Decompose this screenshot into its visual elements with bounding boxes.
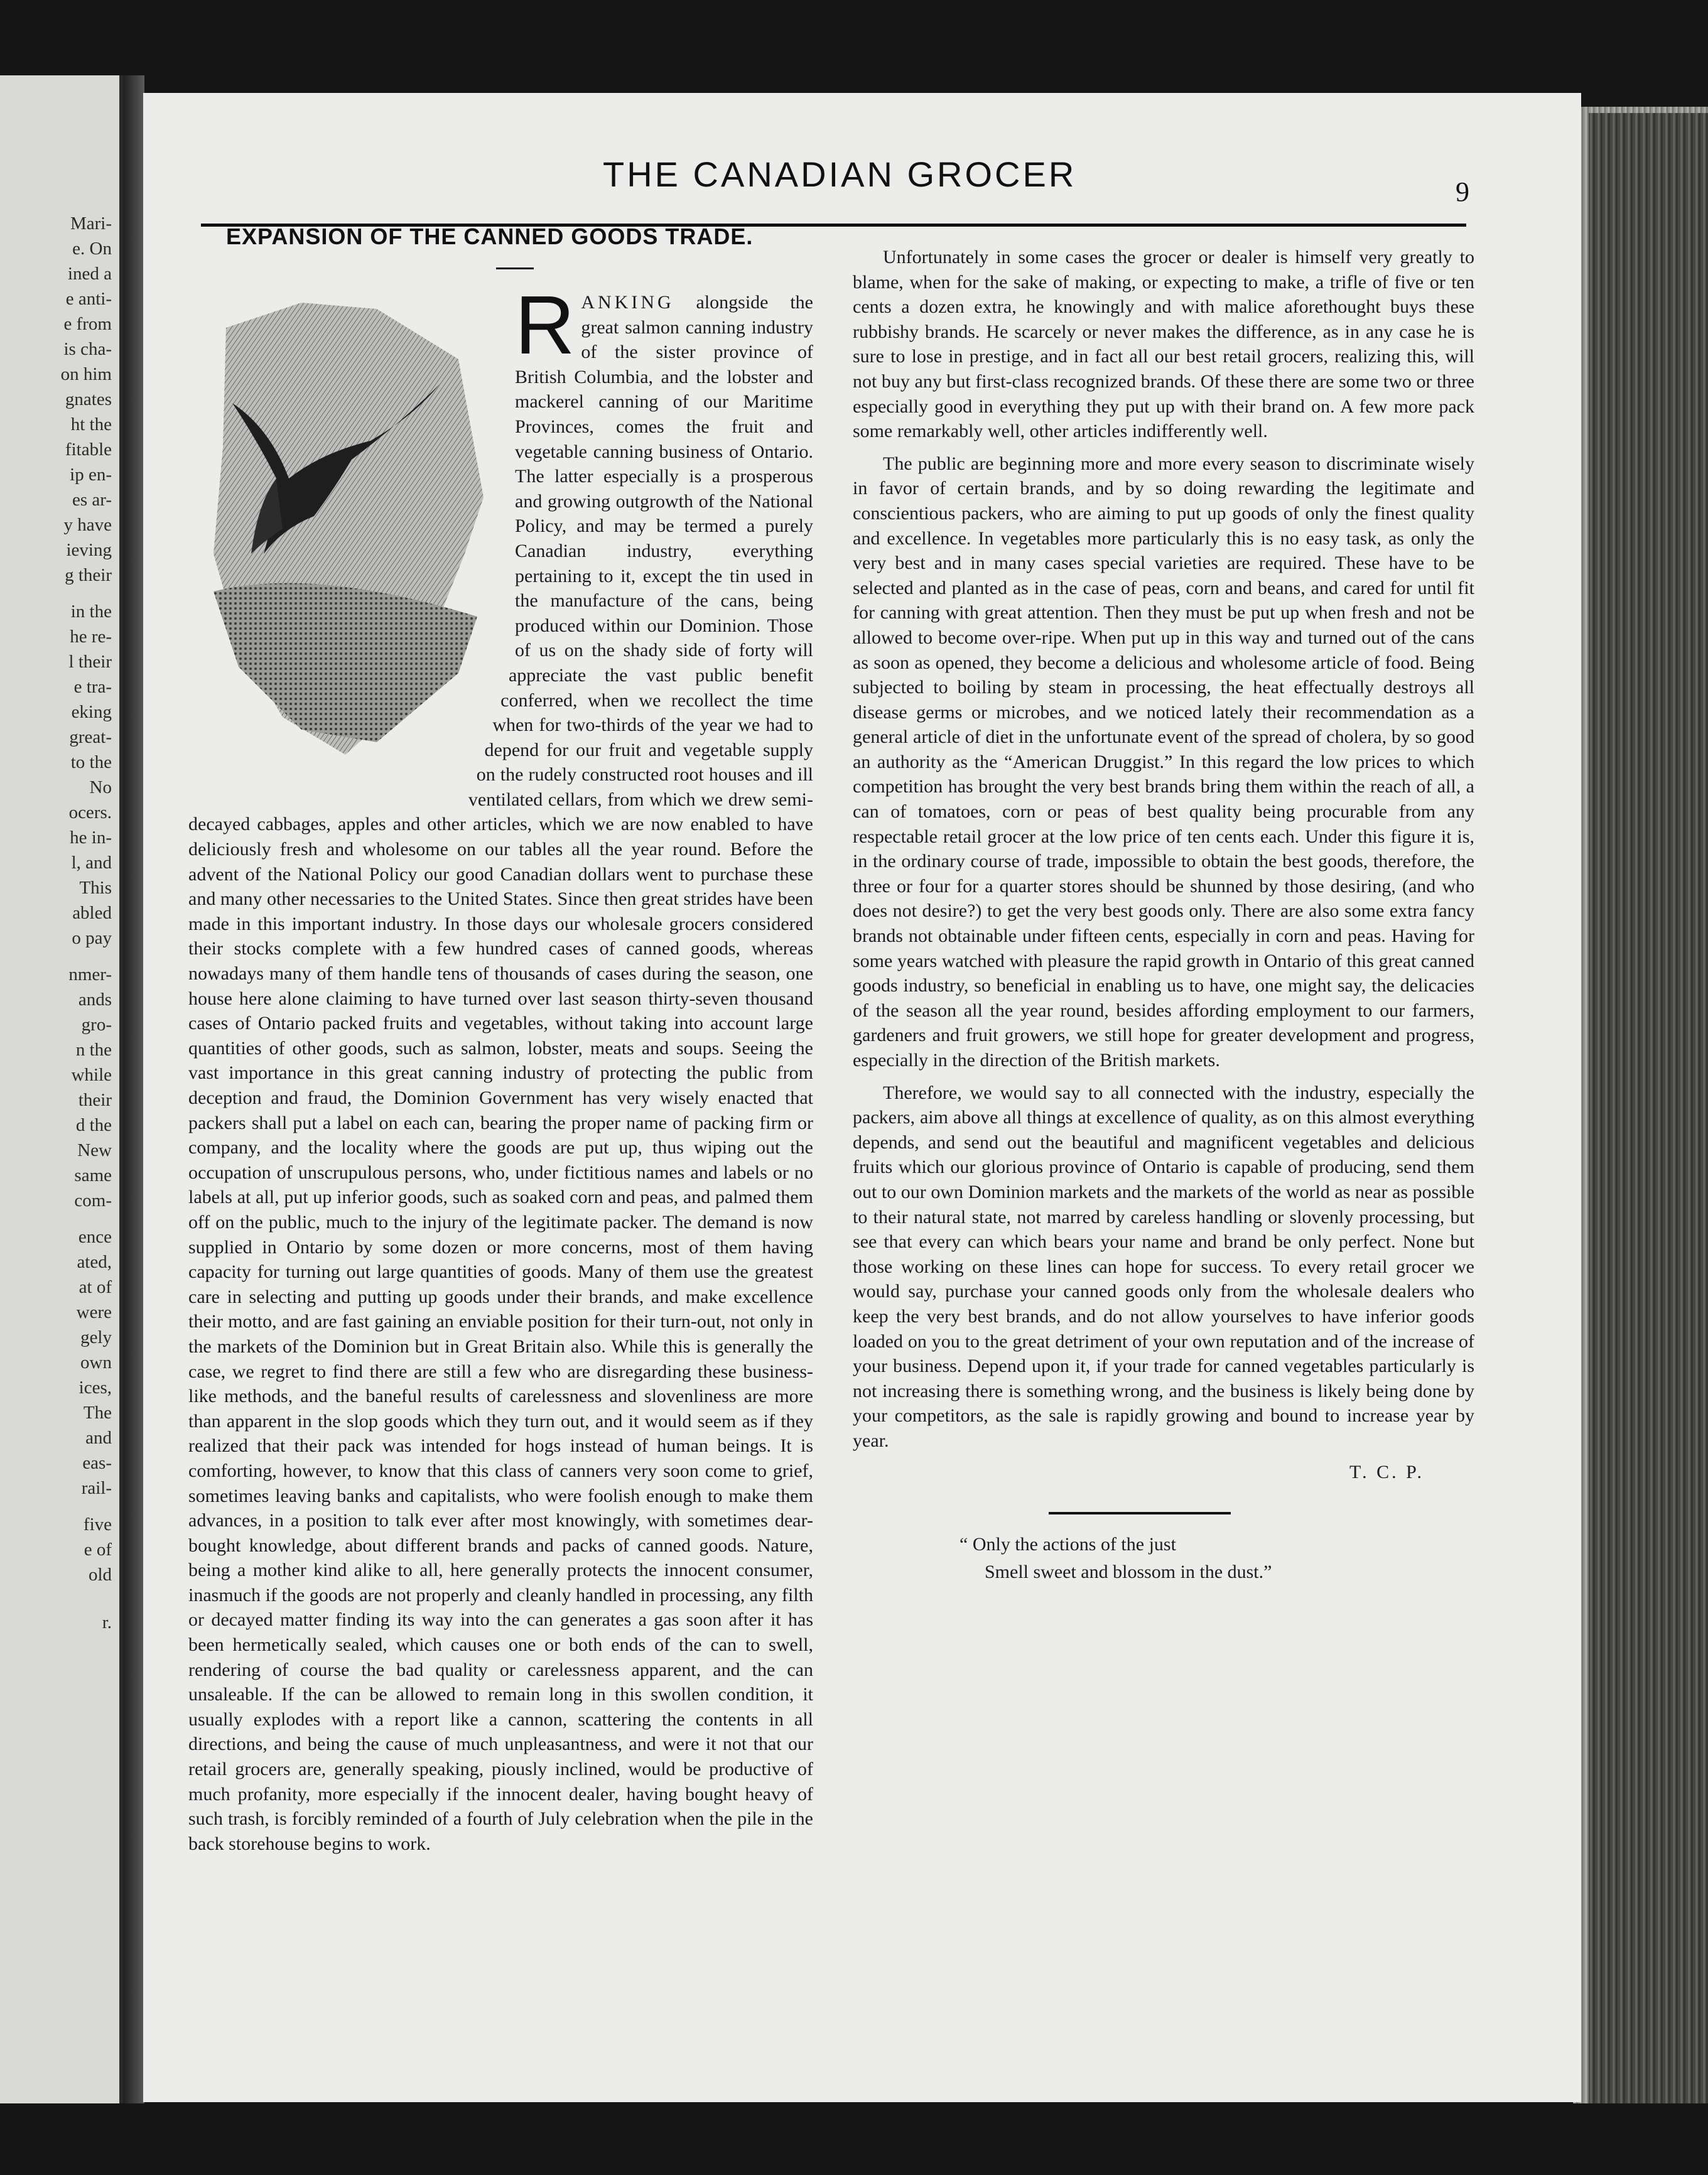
book-gutter xyxy=(123,75,144,2103)
facing-page-text-fragment: No xyxy=(89,777,112,797)
article-title: EXPANSION OF THE CANNED GOODS TRADE. xyxy=(226,224,754,249)
facing-page-text-fragment: d the xyxy=(75,1115,112,1135)
facing-page-text-fragment: es ar- xyxy=(72,490,112,510)
facing-page-text-fragment: e tra- xyxy=(73,677,112,697)
page-number: 9 xyxy=(1456,176,1469,207)
facing-page-text-fragment: gely xyxy=(80,1327,112,1347)
author-signature: T. C. P. xyxy=(1349,1461,1424,1482)
facing-page-text-fragment: n the xyxy=(75,1040,112,1060)
facing-page-text-fragment: e from xyxy=(63,314,112,334)
facing-page-text-fragment: own xyxy=(80,1352,112,1373)
facing-page-text-fragment: nmer- xyxy=(68,964,112,985)
facing-page-text-fragment: ence xyxy=(78,1227,112,1247)
facing-page-text-fragment: New xyxy=(77,1140,112,1160)
facing-page-text-fragment: o pay xyxy=(72,928,112,948)
facing-page-text-fragment: e anti- xyxy=(65,289,112,309)
facing-page-text-fragment: ht the xyxy=(70,414,112,434)
facing-page-text-fragment: l, and xyxy=(71,853,112,873)
facing-page-text-fragment: fitable xyxy=(65,440,112,460)
facing-page-text-fragment: were xyxy=(76,1302,112,1322)
facing-page-text-fragment: ated, xyxy=(77,1252,112,1272)
book-cover-edge xyxy=(1589,113,1708,2103)
facing-page-text-fragment: great- xyxy=(69,727,112,747)
facing-page-text-fragment: ieving xyxy=(66,540,112,560)
drop-cap: R xyxy=(515,279,575,371)
facing-page-text-fragment: r. xyxy=(102,1612,112,1633)
facing-page-text-fragment: to the xyxy=(70,752,112,772)
facing-page-text-fragment: eking xyxy=(71,702,112,722)
facing-page-text-fragment: while xyxy=(71,1065,112,1085)
facing-page-text-fragment: he re- xyxy=(70,627,112,647)
facing-page-text-fragment: at of xyxy=(78,1277,112,1297)
facing-page-text-fragment: on him xyxy=(60,364,112,384)
column-right xyxy=(853,237,1474,1586)
facing-page-text-fragment: rail- xyxy=(81,1478,112,1498)
quote-line-2: Smell sweet and blossom in the dust.” xyxy=(985,1562,1272,1583)
paragraph-1-text: alongside the great salmon canning industry of the sister province of British Columbia, and the lobster and mackerel canning of our Maritime Provinces, comes the fruit and vegetable canning business of Ontario. The latter especially is a prosperous and growing outgrowth of the National Policy, and may be termed a purely Canadian industry, everything pertaining to it, except the tin used in the manufacture of the cans, being produced within our Dominion. Those of us on the shady side of forty will appreciate the vast public benefit conferred, when we recollect the time when for two-thirds of the year we had to depend for our fruit and vegetable supply on the rudely constructed root houses and ill ventilated cellars, from which we drew semi-decayed cabbages, apples and other articles, which we are now enabled to have deliciously fresh and wholesome on our tables all the year round. Before the advent of the National Policy our good Canadian dollars went to purchase these and many other necessaries to the United States. Since then great strides have been made in this important industry. In those days our wholesale grocers considered their stocks complete with a few hundred cases of canned goods, whereas nowadays many of them handle tens of thousands of cases during the season, one house here alone claiming to have turned over last season thirty-seven thousand cases of Ontario packed fruits and vegetables, without taking into account large quantities of other goods, such as salmon, lobster, meats and soups. Seeing the vast importance in this great canning industry of protecting the public from deception and fraud, the Dominion Government has very wisely enacted that packers shall put a label on each can, bearing the proper name of packing firm or company, and the locality where the goods are put up, thus wiping out the occupation of unscrupulous persons, who, under fictitious names and labels or no labels at all, put up inferior goods, such as soaked corn and peas, and palmed them off on the public, much to the injury of the legitimate packer. The demand is now supplied in Ontario by some dozen or more concerns, most of them having capacity for turning out large quantities of goods. Many of them use the greatest care in selecting and putting up goods under their brands, and make excellence their motto, and are fast gaining an enviable position for their turn-out, not only in the markets of the Dominion but in Great Britain also. While this is generally the case, we regret to find there are still a few who are disregarding these business-like methods, and the baneful results of carelessness and slovenliness are more than apparent in the slop goods which they turn out, and it would seem as if they realized that their pack was intended for hogs instead of human beings. It is comforting, however, to know that this class of canners very soon come to grief, sometimes leaving banks and capitalists, who were foolish enough to make them advances, in a position to talk ever after most knowingly, with sometimes dear-bought knowledge, about different brands and packs of canned goods. Nature, being a mother kind alike to all, here generally protects the innocent consumer, inasmuch if the goods are not properly and cleanly handled in processing, any filth or decayed matter finding its way into the can generates a gas soon after it has been hermetically sealed, which causes one or both ends of the can to swell, rendering of course the bad quality or carelessness apparent, and the can unsaleable. If the can be allowed to remain long in this swollen condition, it usually explodes with a report like a cannon, scattering the contents in all directions, and being the cause of much unpleasantness, and were it not that our retail grocers are, generally speaking, piously inclined, would be productive of much profanity, more especially if the innocent dealer, having bought heavy of such trash, is forcibly reminded of a fourth of July celebration when the pile in the back storehouse begins to work. xyxy=(188,292,813,1854)
facing-page-text-fragment: ands xyxy=(78,990,112,1010)
facing-page-text-fragment: abled xyxy=(72,903,112,923)
opening-word: ANKING xyxy=(581,292,674,313)
facing-page-text-fragment: in the xyxy=(70,602,112,622)
facing-page-text-fragment: gro- xyxy=(81,1015,112,1035)
facing-page-text-fragment: old xyxy=(88,1565,112,1585)
facing-page-text-fragment: their xyxy=(78,1090,112,1110)
closing-rule xyxy=(1049,1512,1231,1514)
bird-in-flight-engraving-icon xyxy=(188,290,502,792)
facing-page-text-fragment: e of xyxy=(84,1540,112,1560)
facing-page-text-fragment: same xyxy=(74,1165,112,1185)
facing-page-text-fragment: e. On xyxy=(72,239,112,259)
facing-page-text-fragment: ices, xyxy=(78,1378,112,1398)
facing-page-text-fragment: com- xyxy=(74,1190,112,1211)
paragraph-3: The public are beginning more and more every season to discriminate wisely in favor of certain brands, and by so doing rewarding the legitimate and conscientious packers, who are aiming to put up goods of only the finest quality and excellence. In vegetables more particularly this is no easy task, as only the very best and in many cases special varieties are required. These have to be selected and planted as in the case of peas, corn and beans, and cared for until fit for canning with great attention. Then they must be put up when fresh and not be allowed to become over-ripe. When put up in this way and turned out of the cans as soon as opened, they become a delicious and wholesome article of food. Being subjected to boiling by steam in processing, the heat effectually destroys all disease germs or microbes, and we noticed lately their recommendation as a general article of diet in the unfortunate event of the spread of cholera, by so good an authority as the “American Druggist.” In this regard the low prices to which competition has brought the very best brands bring them within the reach of all, a can of tomatoes, corn or peas of best quality being procurable from any respectable retail grocer at the low price of ten cents each. Under this figure it is, in the ordinary course of trade, impossible to obtain the best goods, therefore, the three or four for a quarter stores should be shunned by those desiring, (and who does not desire?) to get the very best goods only. There are also some extra fancy brands not obtainable under fifteen cents, especially in corn and peas. Having for some years watched with pleasure the rapid growth in Ontario of this great canned goods industry, so beneficial in enabling us to have, one might say, the delicacies of the season all the year round, besides affording employment to our farmers, gardeners and fruit growers, we still hope for greater development and progress, especially in the direction of the British markets. xyxy=(853,453,1474,1071)
running-head: THE CANADIAN GROCER xyxy=(603,154,1077,194)
quote-line-1: “ Only the actions of the just xyxy=(959,1534,1176,1555)
facing-page-text-fragment: ocers. xyxy=(68,802,112,823)
facing-page-text-fragment: g their xyxy=(65,565,112,585)
facing-page-text-fragment: y have xyxy=(63,515,112,535)
facing-page-text-fragment: ip en- xyxy=(70,465,112,485)
facing-page-text-fragment: Mari- xyxy=(70,213,112,234)
column-left xyxy=(188,279,813,1856)
facing-page-text-fragment: gnates xyxy=(65,389,112,409)
facing-page-text-fragment: five xyxy=(83,1514,112,1535)
title-dash xyxy=(496,267,534,269)
facing-page-fragment xyxy=(0,75,123,2103)
paragraph-4: Therefore, we would say to all connected with the industry, especially the packers, aim above all things at excellence of quality, as on this almost everything depends, and send out the beautiful and magnificent vegetables and delicious fruits which our glorious province of Ontario is capable of producing, send them out to our own Dominion markets and the markets of the world as near as possible to their natural state, not marred by careless handling or slovenly processing, but see that every can which bears your name and brand be only perfect. None but those working on these lines can hope for success. To every retail grocer we would say, purchase your canned goods only from the wholesale dealers who keep the very best brands, and do not allow yourselves to have inferior goods loaded on you to the great detriment of your own reputation and of the increase of your business. Depend upon it, if your trade for canned vegetables particularly is not increasing there is something wrong, and the business is likely being done by your competitors, as the sale is rapidly growing and bound to increase year by year. xyxy=(853,1082,1474,1451)
facing-page-text-fragment: he in- xyxy=(70,828,112,848)
facing-page-text-fragment: l their xyxy=(68,652,112,672)
paragraph-2: Unfortunately in some cases the grocer or dealer is himself very greatly to blame, when for the sake of making, or expecting to make, a trifle of five or ten cents a dozen extra, he knowingly and with malice aforethought buys these rubbishy brands. He scarcely or never makes the difference, as in any case he is sure to lose in prestige, and in fact all our best retail grocers, realizing this, will not buy any but first-class recognized brands. Of these there are some two or three especially good in everything they put up with their brand on. A few more pack some remarkably well, other articles indifferently well. xyxy=(853,247,1474,442)
facing-page-text-fragment: ined a xyxy=(67,264,112,284)
facing-page-text-fragment: and xyxy=(85,1428,112,1448)
facing-page-text-fragment: This xyxy=(79,878,112,898)
facing-page-text-fragment: is cha- xyxy=(63,339,112,359)
closing-quote xyxy=(959,1531,1474,1586)
facing-page-text-fragment: eas- xyxy=(82,1453,112,1473)
facing-page-text-fragment: The xyxy=(83,1403,112,1423)
